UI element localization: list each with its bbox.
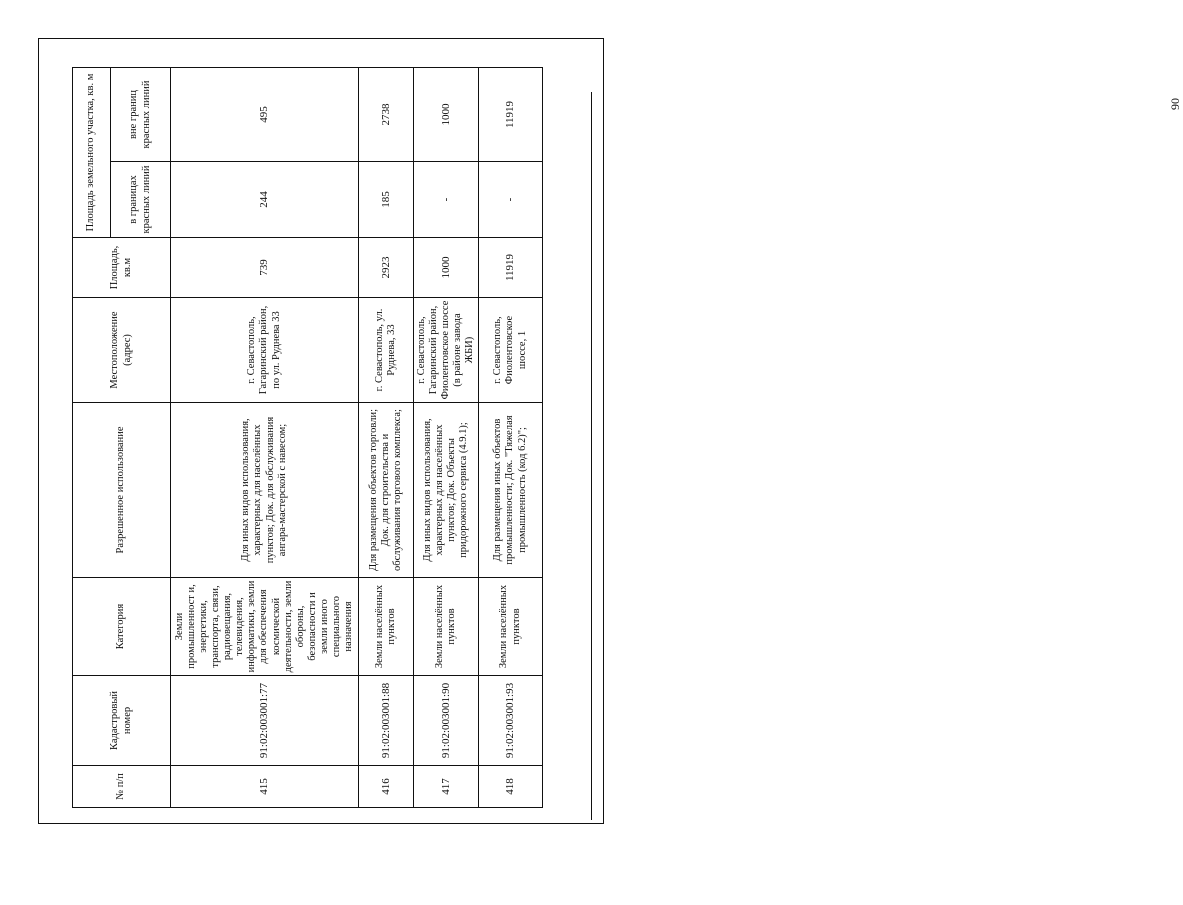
land-plots-table bbox=[72, 67, 543, 808]
cell-cadastral: 91:02:003001:88 bbox=[359, 676, 414, 766]
header-area: Площадь, кв.м bbox=[73, 238, 171, 298]
page-number-container bbox=[580, 62, 1182, 110]
cell-within: 244 bbox=[171, 162, 359, 238]
table-row bbox=[479, 67, 543, 807]
cell-num: 417 bbox=[414, 766, 479, 808]
cell-permitted-use: Для размещения иных объектов промышленности; Док. "Тяжелая промышленность (код 6.2)"; bbox=[479, 403, 543, 578]
cell-area: 11919 bbox=[479, 238, 543, 298]
cell-category: Земли промышленност и, энергетики, транспорта, связи, радиовещания, телевидения, информатики, земли для обеспечения космической деятельности, земли обороны, безопасности и земли иного специального назначения bbox=[171, 578, 359, 676]
cell-cadastral: 91:02:003001:77 bbox=[171, 676, 359, 766]
table-row bbox=[171, 67, 359, 807]
header-permitted-use: Разрешенное использование bbox=[73, 403, 171, 578]
header-within-red-lines: в границах красных линий bbox=[111, 162, 171, 238]
cell-area: 2923 bbox=[359, 238, 414, 298]
cell-within: - bbox=[479, 162, 543, 238]
cell-location: г. Севастополь, Гагаринский район, Фиолентовское шоссе (в районе завода ЖБИ) bbox=[414, 298, 479, 403]
header-num: № п/п bbox=[73, 766, 171, 808]
page-rule bbox=[591, 92, 592, 820]
cell-permitted-use: Для размещения объектов торговли; Док. для строительства и обслуживания торгового комплекса; bbox=[359, 403, 414, 578]
header-category: Категория bbox=[73, 578, 171, 676]
cell-location: г. Севастополь, Гагаринский район, по ул. Руднева 33 bbox=[171, 298, 359, 403]
cell-category: Земли населённых пунктов bbox=[479, 578, 543, 676]
cell-outside: 2738 bbox=[359, 67, 414, 161]
cell-cadastral: 91:02:003001:90 bbox=[414, 676, 479, 766]
cell-location: г. Севастополь, ул. Руднева, 33 bbox=[359, 298, 414, 403]
cell-location: г. Севастополь, Фиолентовское шоссе, 1 bbox=[479, 298, 543, 403]
header-cadastral: Кадастровый номер bbox=[73, 676, 171, 766]
table-row bbox=[359, 67, 414, 807]
header-outside-red-lines: вне границ красных линий bbox=[111, 67, 171, 161]
cell-area: 739 bbox=[171, 238, 359, 298]
table-row bbox=[414, 67, 479, 807]
page-number: 90 bbox=[1168, 98, 1182, 110]
cell-num: 415 bbox=[171, 766, 359, 808]
header-land-area-group: Площадь земельного участка, кв. м bbox=[73, 67, 111, 237]
header-location: Местоположение (адрес) bbox=[73, 298, 171, 403]
cell-outside: 495 bbox=[171, 67, 359, 161]
rotated-table-container bbox=[72, 68, 542, 808]
cell-within: 185 bbox=[359, 162, 414, 238]
cell-permitted-use: Для иных видов использования, характерных для населённых пунктов; Док. Объекты придорожного сервиса (4.9.1); bbox=[414, 403, 479, 578]
cell-permitted-use: Для иных видов использования, характерных для населённых пунктов; Док. для обслуживания ангара-мастерской с навесом; bbox=[171, 403, 359, 578]
cell-num: 416 bbox=[359, 766, 414, 808]
cell-within: - bbox=[414, 162, 479, 238]
cell-cadastral: 91:02:003001:93 bbox=[479, 676, 543, 766]
cell-area: 1000 bbox=[414, 238, 479, 298]
cell-num: 418 bbox=[479, 766, 543, 808]
cell-category: Земли населённых пунктов bbox=[414, 578, 479, 676]
cell-outside: 1000 bbox=[414, 67, 479, 161]
cell-category: Земли населённых пунктов bbox=[359, 578, 414, 676]
cell-outside: 11919 bbox=[479, 67, 543, 161]
